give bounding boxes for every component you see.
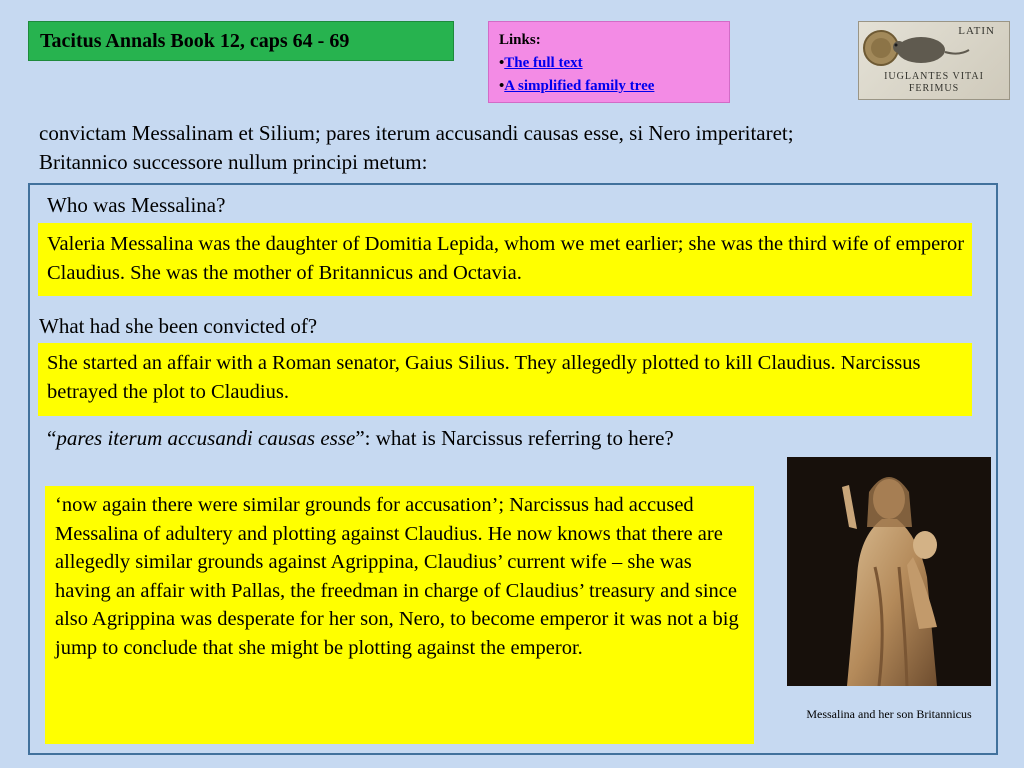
question-1: Who was Messalina? xyxy=(47,193,226,217)
logo-motto-line2: FERIMUS xyxy=(908,83,960,94)
links-box xyxy=(488,21,730,103)
question-3 xyxy=(47,424,767,453)
family-tree-link[interactable]: A simplified family tree xyxy=(504,78,655,94)
logo-motto xyxy=(859,71,1009,95)
slide-title xyxy=(28,21,454,61)
logo-title: LATIN xyxy=(958,25,995,37)
latin-logo xyxy=(858,21,1010,100)
link-item-full-text: •The full text xyxy=(499,55,583,71)
image-caption: Messalina and her son Britannicus xyxy=(806,707,972,721)
answer-2: She started an affair with a Roman senator, Gaius Silius. They allegedly plotted to kill Claudius. Narcissus betrayed the plot to Claudius. xyxy=(38,343,972,416)
statue-icon xyxy=(787,457,991,686)
logo-motto-line1: IUGLANTES VITAI xyxy=(884,71,984,82)
link-item-family-tree: •A simplified family tree xyxy=(499,78,655,94)
answer-1: Valeria Messalina was the daughter of Domitia Lepida, whom we met earlier; she was the third wife of emperor Claudius. She was the mother of Britannicus and Octavia. xyxy=(38,223,972,296)
question-3-open-quote: “ xyxy=(47,426,57,450)
question-3-rest: ”: what is Narcissus referring to here? xyxy=(355,426,674,450)
full-text-link[interactable]: The full text xyxy=(504,55,583,71)
slide-title-text: Tacitus Annals Book 12, caps 64 - 69 xyxy=(40,29,350,52)
latin-passage: convictam Messalinam et Silium; pares iterum accusandi causas esse, si Nero imperitaret; Britannico successore nullum principi metum: xyxy=(39,121,794,174)
answer-3: ‘now again there were similar grounds for accusation’; Narcissus had accused Messalina of adultery and plotting against Claudius. He now knows that there are allegedly similar grounds against Agrippina, Claudius’ current wife – she was having an affair with Pallas, the freedman in charge of Claudius’ treasury and since also Agrippina was desperate for her son, Nero, to become emperor it was not a big jump to conclude that she might be plotting against the emperor. xyxy=(45,486,754,744)
links-heading: Links: xyxy=(499,32,541,48)
question-2: What had she been convicted of? xyxy=(39,314,318,338)
messalina-statue-image xyxy=(787,457,991,686)
question-3-latin: pares iterum accusandi causas esse xyxy=(56,426,356,450)
